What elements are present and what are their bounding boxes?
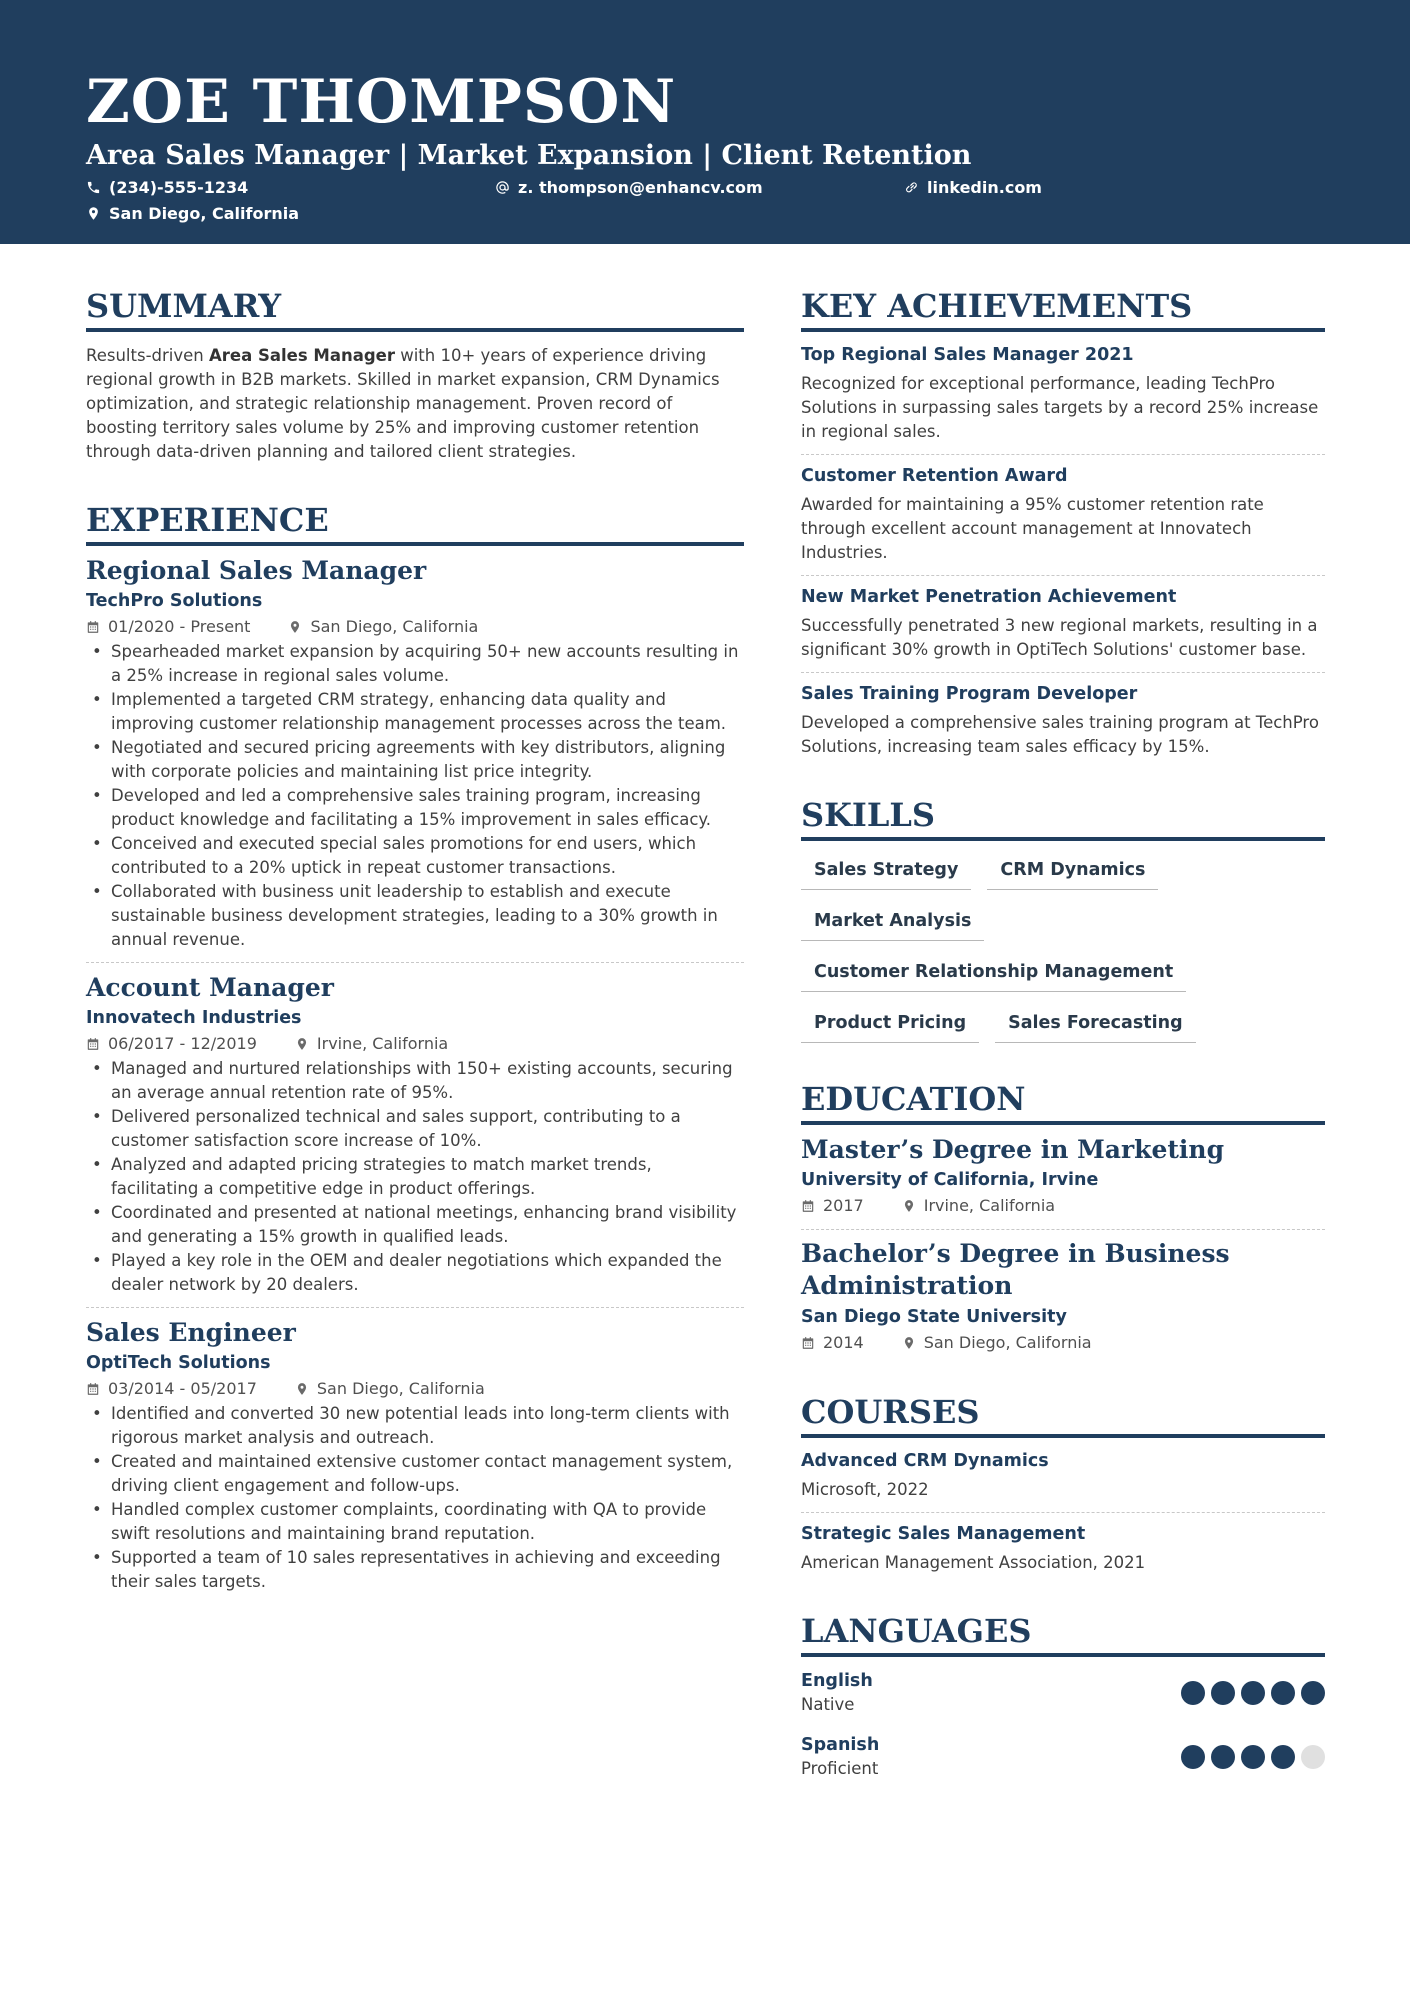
job-bullet: • Supported a team of 10 sales representatives in achieving and exceeding their sales targets.	[111, 1546, 744, 1594]
achievement-title: Sales Training Program Developer	[801, 684, 1138, 704]
rating-dot-filled	[1241, 1681, 1265, 1705]
divider	[86, 962, 744, 963]
rating-dot-filled	[1211, 1745, 1235, 1769]
job-meta	[86, 1031, 744, 1057]
calendar-icon	[801, 1199, 815, 1213]
job-bullets	[86, 1057, 744, 1297]
location-pin-icon	[295, 1037, 309, 1051]
achievement-title: Customer Retention Award	[801, 466, 1068, 486]
job-title: Sales Engineer	[86, 1318, 296, 1347]
left-column	[86, 244, 744, 1594]
education-entry	[801, 1133, 1325, 1219]
phone-icon	[86, 180, 101, 195]
job-bullet: • Managed and nurtured relationships with 150+ existing accounts, securing an average annual retention rate of 95%.	[111, 1057, 744, 1105]
linkedin-link[interactable]: linkedin.com	[927, 178, 1042, 197]
achievements-section	[801, 286, 1325, 759]
rating-dot-filled	[1211, 1681, 1235, 1705]
rating-dot-filled	[1271, 1745, 1295, 1769]
divider	[801, 454, 1325, 455]
calendar-icon	[86, 1382, 100, 1396]
contact-location	[86, 204, 299, 223]
divider	[801, 1512, 1325, 1513]
achievement-text: Awarded for maintaining a 95% customer retention rate through excellent account management at Innovatech Industries.	[801, 495, 1264, 562]
education-meta	[801, 1193, 1325, 1219]
contact-linkedin[interactable]	[904, 178, 1042, 197]
job-location: Irvine, California	[316, 1034, 449, 1053]
divider	[801, 672, 1325, 673]
achievement-item	[801, 584, 1325, 662]
job-meta	[86, 614, 744, 640]
contact-phone	[86, 178, 248, 197]
email-link[interactable]: z. thompson@enhancv.com	[518, 178, 763, 197]
degree-title: Bachelor’s Degree in Business Administration	[801, 1239, 1230, 1300]
achievement-text: Successfully penetrated 3 new regional markets, resulting in a significant 30% growth in OptiTech Solutions' customer base.	[801, 616, 1318, 659]
job-bullet: • Implemented a targeted CRM strategy, enhancing data quality and improving customer relationship management processes across the team.	[111, 688, 744, 736]
candidate-name: ZOE THOMPSON	[86, 67, 677, 137]
education-section	[801, 1079, 1325, 1356]
course-detail: American Management Association, 2021	[801, 1553, 1146, 1572]
company-name: Innovatech Industries	[86, 1008, 302, 1028]
achievement-title: New Market Penetration Achievement	[801, 587, 1177, 607]
company-name: TechPro Solutions	[86, 591, 263, 611]
candidate-headline: Area Sales Manager | Market Expansion | Client Retention	[86, 140, 972, 171]
rating-dot-filled	[1181, 1681, 1205, 1705]
education-location: San Diego, California	[923, 1333, 1092, 1352]
skill-tag: Sales Strategy	[801, 853, 971, 890]
achievement-text: Developed a comprehensive sales training program at TechPro Solutions, increasing team sales efficacy by 15%.	[801, 713, 1319, 756]
job-dates: 06/2017 - 12/2019	[108, 1034, 257, 1053]
skills-section	[801, 795, 1325, 1043]
achievement-item	[801, 463, 1325, 565]
course-detail: Microsoft, 2022	[801, 1480, 929, 1499]
job-bullets	[86, 640, 744, 952]
job-bullet: • Played a key role in the OEM and dealer negotiations which expanded the dealer network by 20 dealers.	[111, 1249, 744, 1297]
right-column	[801, 244, 1325, 1781]
language-entry	[801, 1669, 1325, 1717]
rating-dot-empty	[1301, 1745, 1325, 1769]
job-bullet: • Conceived and executed special sales promotions for end users, which contributed to a 20% uptick in repeat customer transactions.	[111, 832, 744, 880]
summary-heading: SUMMARY	[86, 286, 744, 332]
contact-email[interactable]	[495, 178, 763, 197]
education-year: 2014	[823, 1333, 864, 1352]
summary-text-lead: Results-driven	[86, 346, 209, 365]
summary-text-role: Area Sales Manager	[209, 346, 395, 365]
language-name: Spanish	[801, 1735, 880, 1755]
divider	[801, 1229, 1325, 1230]
education-entry	[801, 1238, 1325, 1356]
school-name: University of California, Irvine	[801, 1170, 1099, 1190]
job-location: San Diego, California	[316, 1379, 485, 1398]
course-entry	[801, 1521, 1325, 1575]
job-title: Regional Sales Manager	[86, 556, 427, 585]
experience-heading: EXPERIENCE	[86, 500, 744, 546]
rating-dot-filled	[1271, 1681, 1295, 1705]
location-pin-icon	[902, 1336, 916, 1350]
job-bullet: • Negotiated and secured pricing agreements with key distributors, aligning with corporate policies and maintaining list price integrity.	[111, 736, 744, 784]
divider	[801, 575, 1325, 576]
achievements-heading: KEY ACHIEVEMENTS	[801, 286, 1325, 332]
achievement-text: Recognized for exceptional performance, leading TechPro Solutions in surpassing sales targets by a record 25% increase in regional sales.	[801, 374, 1319, 441]
job-location: San Diego, California	[310, 617, 479, 636]
education-heading: EDUCATION	[801, 1079, 1325, 1125]
job-dates: 03/2014 - 05/2017	[108, 1379, 257, 1398]
location-pin-icon	[86, 206, 101, 221]
rating-dot-filled	[1301, 1681, 1325, 1705]
job-bullet: • Developed and led a comprehensive sales training program, increasing product knowledge and facilitating a 15% improvement in sales efficacy.	[111, 784, 744, 832]
experience-entry	[86, 554, 744, 952]
location-pin-icon	[902, 1199, 916, 1213]
company-name: OptiTech Solutions	[86, 1353, 271, 1373]
job-bullet: • Handled complex customer complaints, coordinating with QA to provide swift resolutions and maintaining brand reputation.	[111, 1498, 744, 1546]
at-icon	[495, 180, 510, 195]
language-info	[801, 1733, 879, 1781]
job-meta	[86, 1376, 744, 1402]
summary-text	[86, 344, 744, 464]
job-dates: 01/2020 - Present	[108, 617, 251, 636]
calendar-icon	[801, 1336, 815, 1350]
language-level: Native	[801, 1695, 855, 1714]
language-name: English	[801, 1671, 873, 1691]
degree-title: Master’s Degree in Marketing	[801, 1135, 1225, 1164]
rating-dot-filled	[1241, 1745, 1265, 1769]
divider	[86, 1307, 744, 1308]
calendar-icon	[86, 1037, 100, 1051]
achievement-item	[801, 342, 1325, 444]
job-bullet: • Created and maintained extensive customer contact management system, driving client engagement and follow-ups.	[111, 1450, 744, 1498]
resume-header	[0, 0, 1410, 244]
location-pin-icon	[295, 1382, 309, 1396]
link-icon	[904, 180, 919, 195]
job-title: Account Manager	[86, 973, 334, 1002]
language-rating	[1181, 1745, 1325, 1769]
phone-text: (234)-555-1234	[109, 178, 249, 197]
skill-tag: Market Analysis	[801, 904, 984, 941]
courses-section	[801, 1392, 1325, 1575]
education-year: 2017	[823, 1196, 864, 1215]
course-entry	[801, 1448, 1325, 1502]
language-info	[801, 1669, 873, 1717]
calendar-icon	[86, 620, 100, 634]
rating-dot-filled	[1181, 1745, 1205, 1769]
job-bullet: • Analyzed and adapted pricing strategies to match market trends, facilitating a competitive edge in product offerings.	[111, 1153, 744, 1201]
job-bullet: • Spearheaded market expansion by acquiring 50+ new accounts resulting in a 25% increase in regional sales volume.	[111, 640, 744, 688]
experience-entry	[86, 1316, 744, 1594]
location-pin-icon	[288, 620, 302, 634]
skill-tag: CRM Dynamics	[987, 853, 1158, 890]
course-title: Advanced CRM Dynamics	[801, 1451, 1049, 1471]
education-location: Irvine, California	[923, 1196, 1056, 1215]
education-meta	[801, 1330, 1325, 1356]
experience-section	[86, 500, 744, 1594]
job-bullet: • Collaborated with business unit leadership to establish and execute sustainable business development strategies, leading to a 30% growth in annual revenue.	[111, 880, 744, 952]
skill-tag: Customer Relationship Management	[801, 955, 1186, 992]
job-bullet: • Coordinated and presented at national meetings, enhancing brand visibility and generating a 15% growth in qualified leads.	[111, 1201, 744, 1249]
languages-heading: LANGUAGES	[801, 1611, 1325, 1657]
school-name: San Diego State University	[801, 1307, 1067, 1327]
summary-section	[86, 286, 744, 464]
achievement-item	[801, 681, 1325, 759]
skills-list	[801, 853, 1325, 1043]
experience-entry	[86, 971, 744, 1297]
job-bullet: • Delivered personalized technical and sales support, contributing to a customer satisfaction score increase of 10%.	[111, 1105, 744, 1153]
courses-heading: COURSES	[801, 1392, 1325, 1438]
skill-tag: Sales Forecasting	[995, 1006, 1196, 1043]
contact-info	[86, 178, 1324, 230]
language-rating	[1181, 1681, 1325, 1705]
job-bullets	[86, 1402, 744, 1594]
skills-heading: SKILLS	[801, 795, 1325, 841]
language-entry	[801, 1733, 1325, 1781]
achievement-title: Top Regional Sales Manager 2021	[801, 345, 1134, 365]
summary-text-body: with 10+ years of experience driving regional growth in B2B markets. Skilled in market expansion, CRM Dynamics optimization, and strategic relationship management. Proven record of boosting territory sales volume by 25% and improving customer retention through data-driven planning and tailored client strategies.	[86, 346, 720, 461]
location-text: San Diego, California	[109, 204, 300, 223]
course-title: Strategic Sales Management	[801, 1524, 1086, 1544]
language-level: Proficient	[801, 1759, 879, 1778]
job-bullet: • Identified and converted 30 new potential leads into long-term clients with rigorous market analysis and outreach.	[111, 1402, 744, 1450]
languages-section	[801, 1611, 1325, 1781]
skill-tag: Product Pricing	[801, 1006, 979, 1043]
